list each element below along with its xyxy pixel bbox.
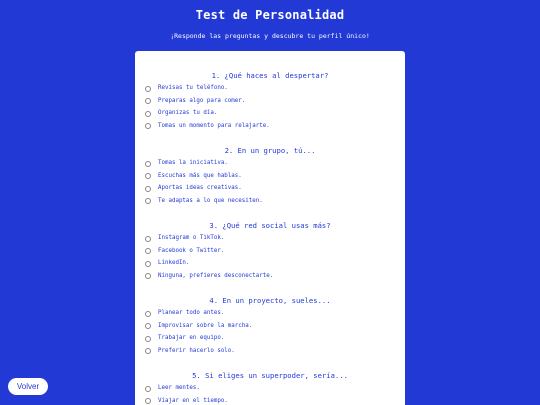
answer-option[interactable] bbox=[135, 307, 405, 320]
answer-option[interactable] bbox=[135, 382, 405, 395]
radio-button[interactable] bbox=[145, 261, 151, 267]
radio-button[interactable] bbox=[145, 348, 151, 354]
question-5 bbox=[135, 370, 405, 405]
option-label: Facebook o Twitter. bbox=[158, 247, 225, 254]
question-title: 2. En un grupo, tú... bbox=[224, 146, 316, 155]
question-1 bbox=[135, 70, 405, 132]
answer-option[interactable] bbox=[135, 270, 405, 283]
answer-option[interactable] bbox=[135, 95, 405, 108]
option-label: Tomas un momento para relajarte. bbox=[158, 122, 270, 129]
option-label: Trabajar en equipo. bbox=[158, 335, 225, 341]
option-label: Organizas tu día. bbox=[158, 110, 218, 116]
answer-option[interactable] bbox=[135, 195, 405, 208]
radio-button[interactable] bbox=[145, 248, 151, 254]
option-label: Instagram o TikTok. bbox=[158, 235, 225, 241]
answer-option[interactable] bbox=[135, 120, 405, 133]
answer-option[interactable] bbox=[135, 257, 405, 270]
answer-option[interactable] bbox=[135, 320, 405, 333]
answer-option[interactable] bbox=[135, 232, 405, 245]
radio-button[interactable] bbox=[145, 186, 151, 192]
answer-option[interactable] bbox=[135, 395, 405, 405]
option-label: Revisas tu teléfono. bbox=[158, 85, 228, 91]
radio-button[interactable] bbox=[145, 123, 151, 129]
option-label: Ninguna, prefieres desconectarte. bbox=[158, 272, 274, 279]
back-button[interactable]: Volver bbox=[8, 378, 48, 395]
option-label: Preferir hacerlo solo. bbox=[158, 347, 235, 354]
radio-button[interactable] bbox=[145, 86, 151, 92]
radio-button[interactable] bbox=[145, 323, 151, 329]
option-label: Aportas ideas creativas. bbox=[158, 185, 242, 191]
radio-button[interactable] bbox=[145, 173, 151, 179]
option-label: Viajar en el tiempo. bbox=[158, 397, 228, 404]
answer-option[interactable] bbox=[135, 82, 405, 95]
page-title: Test de Personalidad bbox=[195, 8, 345, 22]
option-label: Te adaptas a lo que necesiten. bbox=[158, 197, 263, 204]
question-title: 3. ¿Qué red social usas más? bbox=[209, 221, 331, 230]
radio-button[interactable] bbox=[145, 273, 151, 279]
question-title: 5. Si eliges un superpoder, sería... bbox=[192, 371, 348, 380]
radio-button[interactable] bbox=[145, 98, 151, 104]
radio-button[interactable] bbox=[145, 236, 151, 242]
radio-button[interactable] bbox=[145, 398, 151, 404]
answer-option[interactable] bbox=[135, 182, 405, 195]
option-label: Leer mentes. bbox=[158, 385, 200, 391]
option-label: LinkedIn. bbox=[158, 260, 190, 266]
option-label: Tomas la iniciativa. bbox=[158, 160, 228, 166]
option-label: Planear todo antes. bbox=[158, 310, 225, 316]
answer-option[interactable] bbox=[135, 245, 405, 258]
radio-button[interactable] bbox=[145, 336, 151, 342]
radio-button[interactable] bbox=[145, 111, 151, 117]
question-4 bbox=[135, 295, 405, 357]
question-2 bbox=[135, 145, 405, 207]
question-3 bbox=[135, 220, 405, 282]
radio-button[interactable] bbox=[145, 198, 151, 204]
option-label: Preparas algo para comer. bbox=[158, 97, 246, 104]
question-title: 4. En un proyecto, sueles... bbox=[209, 296, 331, 305]
radio-button[interactable] bbox=[145, 311, 151, 317]
option-label: Improvisar sobre la marcha. bbox=[158, 322, 253, 329]
page-subtitle: ¡Responde las preguntas y descubre tu perfil único! bbox=[170, 32, 370, 40]
question-title: 1. ¿Qué haces al despertar? bbox=[211, 71, 329, 80]
answer-option[interactable] bbox=[135, 332, 405, 345]
quiz-card bbox=[135, 51, 405, 405]
option-label: Escuchas más que hablas. bbox=[158, 172, 242, 179]
radio-button[interactable] bbox=[145, 161, 151, 167]
radio-button[interactable] bbox=[145, 386, 151, 392]
answer-option[interactable] bbox=[135, 345, 405, 358]
answer-option[interactable] bbox=[135, 157, 405, 170]
answer-option[interactable] bbox=[135, 107, 405, 120]
answer-option[interactable] bbox=[135, 170, 405, 183]
